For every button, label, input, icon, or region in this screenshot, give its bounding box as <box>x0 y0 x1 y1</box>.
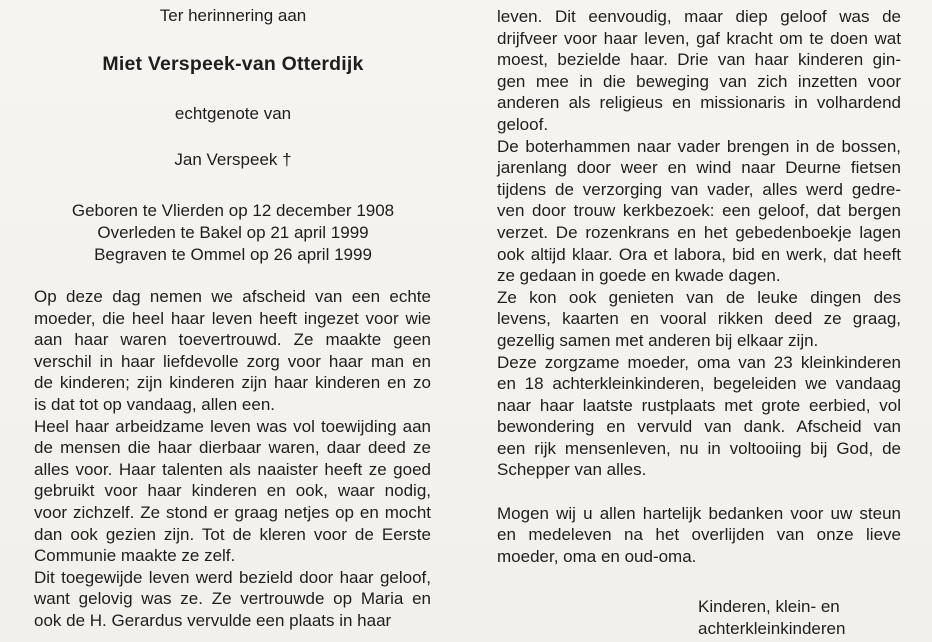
text-line: geloof. <box>497 114 549 134</box>
text-line: is dat tot op vandaag, allen een. <box>34 394 276 414</box>
signature-line-1: Kinderen, klein- en <box>698 597 840 616</box>
text-line: Schepper van alles. <box>497 460 647 480</box>
text-line: een rijk mensenleven, nu in voltooiing bij God, de <box>497 438 901 458</box>
text-line: Dit toegewijde leven werd bezield door haar geloof, <box>34 567 431 587</box>
text-line: levens, kaarten en vooral rikken deed ze graag, <box>497 309 901 329</box>
text-line: gen mee in die beweging van zich inzetten voor <box>497 71 901 91</box>
text-line: ook altijd klaar. Ora et labora, bid en werk, dat heeft <box>497 244 901 264</box>
text-line: want gelovig was ze. Ze vertrouwde op Maria en <box>34 589 431 609</box>
text-line: Deze zorgzame moeder, oma van 23 kleinkinderen <box>497 352 901 372</box>
text-line: verschil in haar liefdevolle zorg voor haar man en <box>34 351 431 371</box>
spouse-name: Jan Verspeek † <box>174 150 292 169</box>
text-line: Ze kon ook genieten van de leuke dingen des <box>497 287 901 307</box>
text-line: moest, bezielde haar. Drie van haar kinderen gin- <box>497 50 901 70</box>
burial-line: Begraven te Ommel op 26 april 1999 <box>94 245 372 264</box>
text-line: drijfveer voor haar leven, gaf kracht om te doen wat <box>497 28 901 48</box>
text-line: moeder, oma en oud-oma. <box>497 546 697 566</box>
text-line: moeder, die heel haar leven heeft ingezet voor wie <box>34 308 431 328</box>
signature-line-2: achterkleinkinderen <box>698 619 846 638</box>
text-line: ook de H. Gerardus vervulde een plaats in haar <box>34 610 392 630</box>
text-line: ven door trouw kerkbezoek: een geloof, dat bergen <box>497 201 901 221</box>
paragraph-gap <box>497 481 901 503</box>
text-line: Communie maakte ze zelf. <box>34 546 236 566</box>
birth-line: Geboren te Vlierden op 12 december 1908 <box>71 201 395 220</box>
text-line: de kinderen; zijn kinderen zijn haar kinderen en zo <box>34 373 431 393</box>
text-line: gebruikt voor haar kinderen en ook, waar nodig, <box>34 481 431 501</box>
text-line: de mensen die haar dierbaar waren, daar deed ze <box>34 438 431 458</box>
right-text-block <box>497 6 901 567</box>
text-line: bewondering en vervuld van dank. Afscheid van <box>497 417 901 437</box>
text-line: Mogen wij u allen hartelijk bedanken voor uw steun <box>497 503 901 523</box>
text-line: gezellig samen met anderen bij elkaar zijn. <box>497 330 819 350</box>
text-line: en 18 achterkleinkinderen, begeleiden we vandaag <box>497 374 901 394</box>
death-line: Overleden te Bakel op 21 april 1999 <box>97 223 369 242</box>
intro-text: Ter herinnering aan <box>159 6 307 25</box>
text-line: Heel haar arbeidzame leven was vol toewijding aan <box>34 416 431 436</box>
text-line: ze gedaan in goede en kwade dagen. <box>497 266 781 286</box>
text-line: aan haar waren toevertrouwd. Ze maakte geen <box>34 330 431 350</box>
text-line: leven. Dit eenvoudig, maar diep geloof was de <box>497 7 901 26</box>
text-line: tijdens de verzorging van vader, alles werd gedre- <box>497 179 901 199</box>
text-line: dan ook gezien zijn. Tot de kleren voor de Eerste <box>34 524 431 544</box>
deceased-name: Miet Verspeek-van Otterdijk <box>102 53 364 75</box>
text-line: De boterhammen naar vader brengen in de bossen, <box>497 136 901 156</box>
text-line: voor zichzelf. Ze stond er graag netjes op en mocht <box>34 502 431 522</box>
relation-text: echtgenote van <box>174 104 292 123</box>
text-line: naar haar laatste rustplaats met grote eerbied, vol <box>497 395 901 415</box>
text-line: en medeleven na het overlijden van onze lieve <box>497 525 901 545</box>
text-line: Op deze dag nemen we afscheid van een echte <box>34 287 431 306</box>
text-line: anderen als religieus en missionaris in volhardend <box>497 93 901 113</box>
left-text-block <box>34 286 431 632</box>
text-line: alles voor. Haar talenten als naaister heeft ze goed <box>34 459 431 479</box>
text-line: verzet. De rozenkrans en het gebedenboekje lagen <box>497 222 901 242</box>
text-line: jarenlang door weer en wind naar Deurne fietsen <box>497 158 901 178</box>
